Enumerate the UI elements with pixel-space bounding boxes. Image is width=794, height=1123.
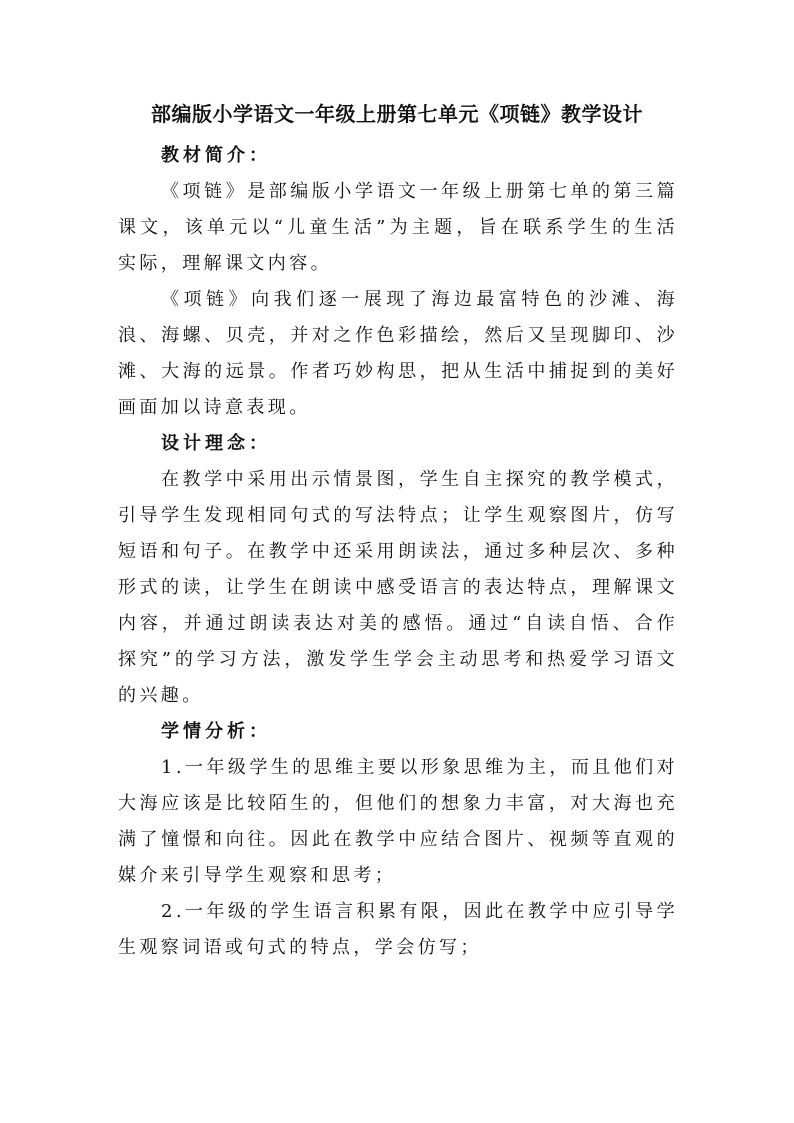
analysis-paragraph-2: 2.一年级的学生语言积累有限，因此在教学中应引导学生观察词语或句式的特点，学会仿写；	[118, 901, 678, 958]
intro-paragraph-2: 《项链》向我们逐一展现了海边最富特色的沙滩、海浪、海螺、贝壳，并对之作色彩描绘，然后又呈现脚印、沙滩、大海的远景。作者巧妙构思，把从生活中捕捉到的美好画面加以诗意表现。	[118, 289, 678, 418]
document-body	[118, 138, 678, 966]
section-heading-intro: 教材简介：	[161, 145, 271, 166]
analysis-paragraph-1: 1.一年级学生的思维主要以形象思维为主，而且他们对大海应该是比较陌生的，但他们的想象力丰富，对大海也充满了憧憬和向往。因此在教学中应结合图片、视频等直观的媒介来引导学生观察和思考；	[118, 757, 678, 886]
intro-paragraph-1: 《项链》是部编版小学语文一年级上册第七单的第三篇课文，该单元以“儿童生活”为主题，旨在联系学生的生活实际，理解课文内容。	[118, 181, 678, 274]
section-heading-concept: 设计理念：	[161, 433, 271, 454]
section-heading-analysis: 学情分析：	[161, 721, 271, 742]
document-title: 部编版小学语文一年级上册第七单元《项链》教学设计	[151, 102, 643, 126]
concept-paragraph-1: 在教学中采用出示情景图，学生自主探究的教学模式，引导学生发现相同句式的写法特点；让学生观察图片，仿写短语和句子。在教学中还采用朗读法，通过多种层次、多种形式的读，让学生在朗读中感受语言的表达特点，理解课文内容，并通过朗读表达对美的感悟。通过“自读自悟、合作探究”的学习方法，激发学生学会主动思考和热爱学习语文的兴趣。	[118, 469, 678, 706]
